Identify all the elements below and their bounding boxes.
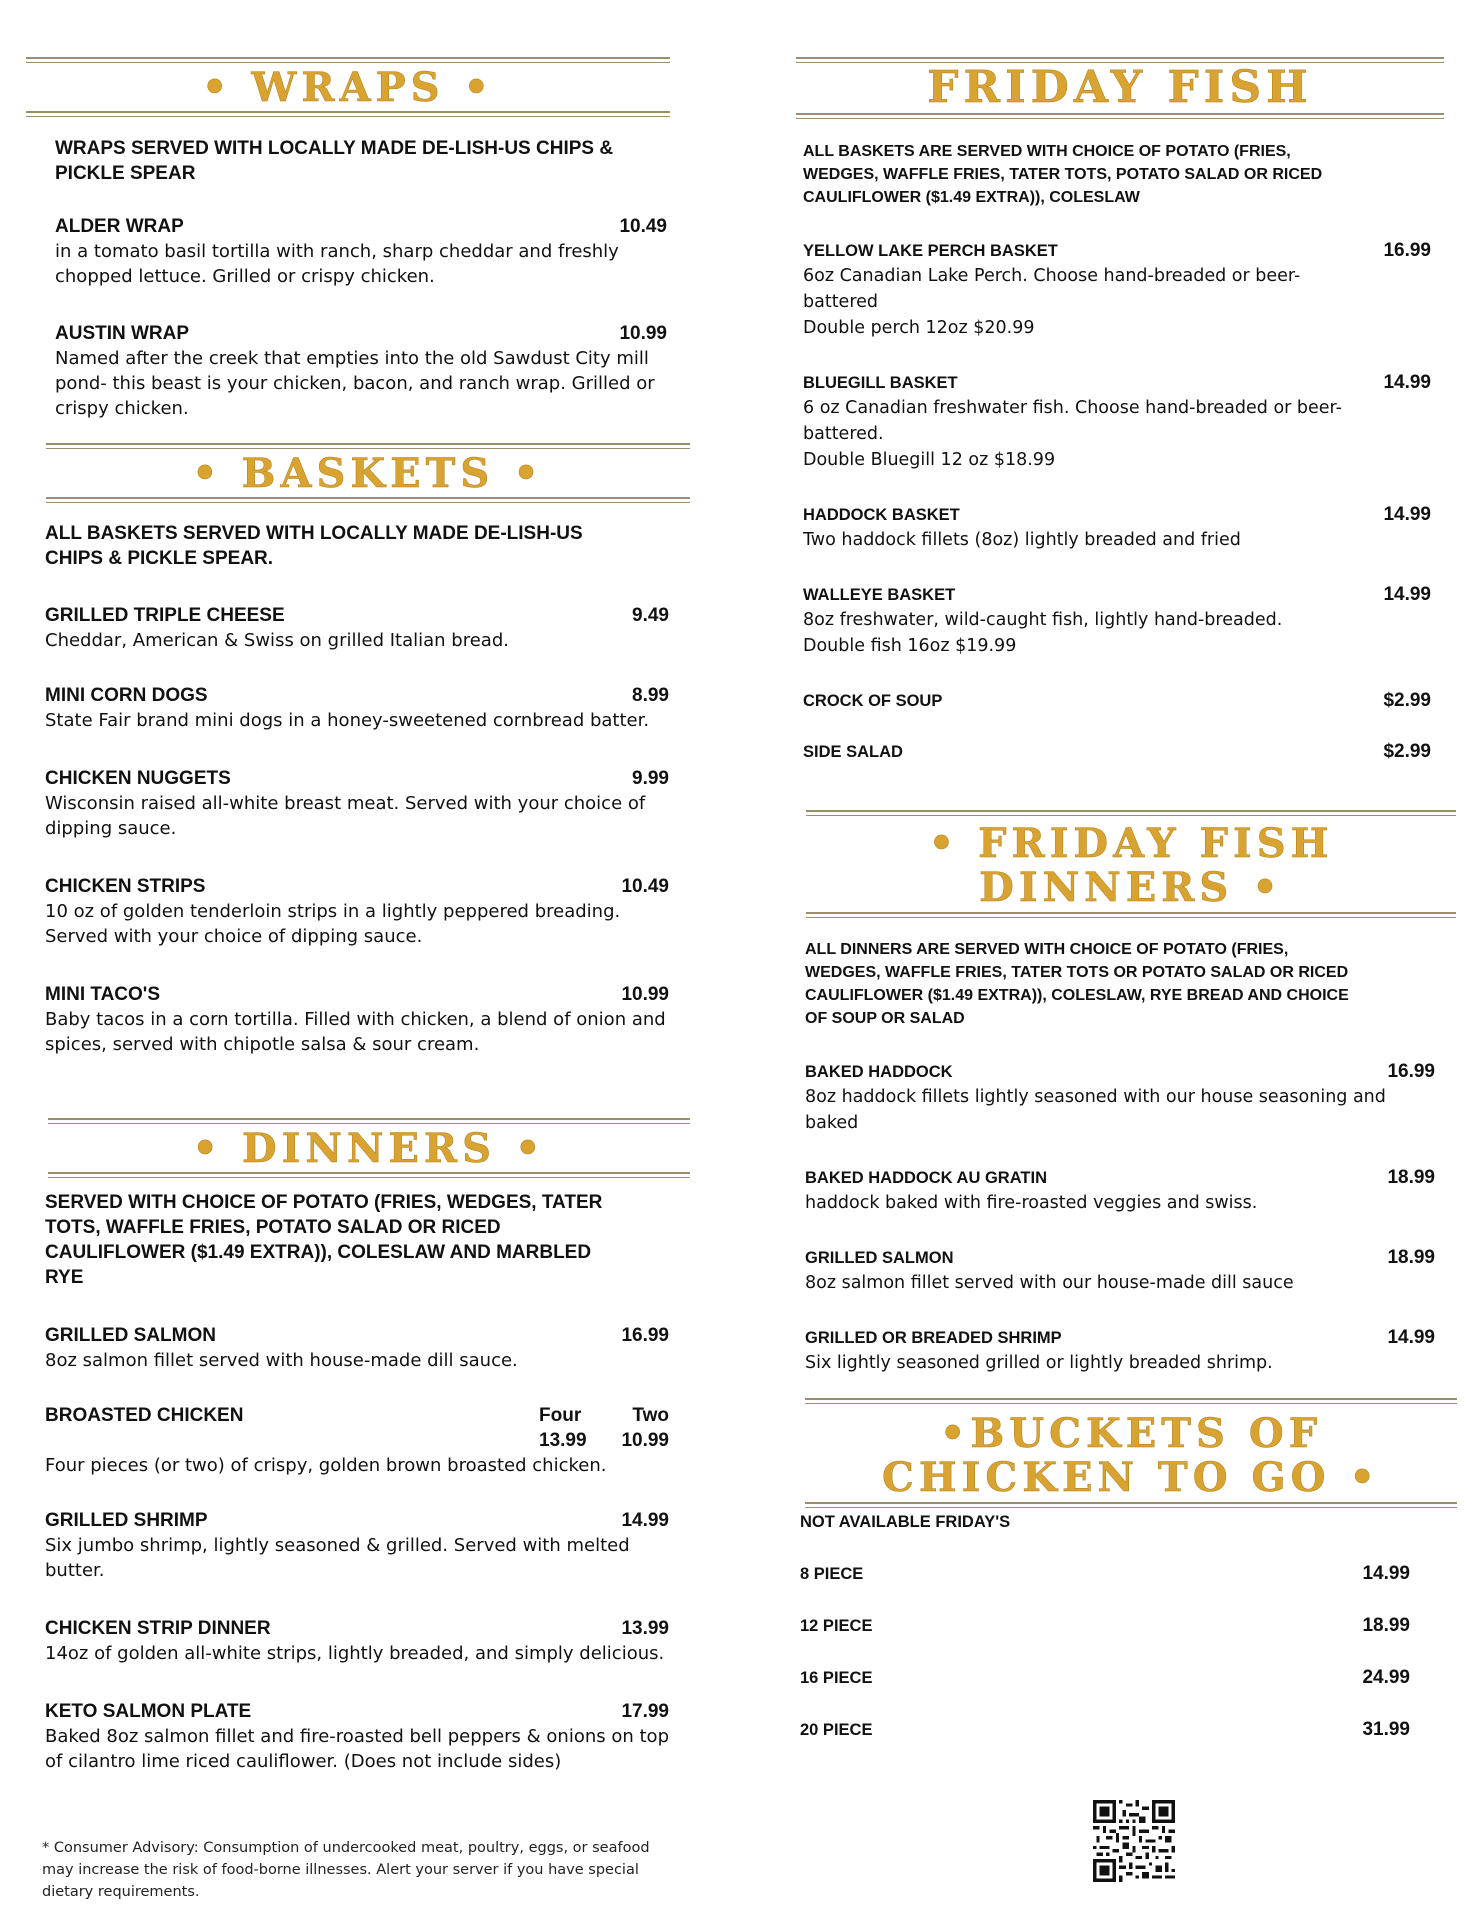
item-price: 10.99 xyxy=(621,984,669,1005)
divider xyxy=(48,1172,690,1178)
item-price: 10.99 xyxy=(619,323,667,344)
section-title: FRIDAY FISH xyxy=(927,62,1313,113)
fish-dinners-body xyxy=(805,938,1435,1376)
item-description: Wisconsin raised all-white breast meat. Served with your choice of dipping sauce. xyxy=(45,793,646,839)
item-name: GRILLED SALMON xyxy=(45,1325,216,1346)
item-price: 31.99 xyxy=(1362,1719,1410,1740)
friday-fish-intro: ALL BASKETS ARE SERVED WITH CHOICE OF POTATO (FRIES, WEDGES, WAFFLE FRIES, TATER TOTS, POTATO SALAD OR RICED CAULIFLOWER ($1.49 EXTRA)), COLESLAW xyxy=(803,143,1323,206)
item-extra: Double Bluegill 12 oz $18.99 xyxy=(803,450,1056,470)
bucket-row xyxy=(800,1614,1410,1666)
item-name: SIDE SALAD xyxy=(803,743,903,761)
section-title: • DINNERS • xyxy=(192,1125,546,1172)
qr-code-icon[interactable] xyxy=(1093,1800,1175,1882)
item-name: CROCK OF SOUP xyxy=(803,692,943,710)
item-price: 14.99 xyxy=(1383,372,1431,393)
menu-item xyxy=(45,1616,669,1666)
menu-item xyxy=(45,1403,669,1478)
wraps-section xyxy=(26,57,670,117)
section-title: • WRAPS • xyxy=(201,64,495,111)
item-price: 8.99 xyxy=(632,685,669,706)
item-name: GRILLED SHRIMP xyxy=(45,1510,208,1531)
item-description: 6oz Canadian Lake Perch. Choose hand-breaded or beer-battered xyxy=(803,266,1301,312)
item-name: KETO SALMON PLATE xyxy=(45,1701,252,1722)
item-name: BLUEGILL BASKET xyxy=(803,374,958,392)
item-description: Baby tacos in a corn tortilla. Filled with chicken, a blend of onion and spices, served with chipotle salsa & sour cream. xyxy=(45,1009,666,1055)
menu-item xyxy=(45,1323,669,1373)
menu-item xyxy=(803,503,1431,553)
menu-item xyxy=(805,1166,1435,1216)
item-description: 10 oz of golden tenderloin strips in a lightly peppered breading. Served with your choice of dipping sauce. xyxy=(45,901,621,947)
item-price: 14.99 xyxy=(1362,1563,1410,1584)
item-description: Four pieces (or two) of crispy, golden brown broasted chicken. xyxy=(45,1455,607,1476)
item-name: MINI TACO'S xyxy=(45,984,160,1005)
item-price: 14.99 xyxy=(1383,504,1431,525)
consumer-advisory: * Consumer Advisory: Consumption of undercooked meat, poultry, eggs, or seafood may increase the risk of food-borne illnesses. Alert your server if you have special dietary requirements. xyxy=(42,1840,650,1900)
item-description: 8oz haddock fillets lightly seasoned with our house seasoning and baked xyxy=(805,1087,1386,1133)
item-name: GRILLED SALMON xyxy=(805,1249,954,1267)
item-price: $2.99 xyxy=(1383,741,1431,762)
item-name: MINI CORN DOGS xyxy=(45,685,208,706)
item-name: YELLOW LAKE PERCH BASKET xyxy=(803,242,1058,260)
item-name: HADDOCK BASKET xyxy=(803,506,960,524)
item-description: Named after the creek that empties into the old Sawdust City mill pond- this beast is your chicken, bacon, and ranch wrap. Grilled or crispy chicken. xyxy=(55,348,655,419)
baskets-intro: ALL BASKETS SERVED WITH LOCALLY MADE DE-LISH-US CHIPS & PICKLE SPEAR. xyxy=(45,523,583,569)
wraps-intro: WRAPS SERVED WITH LOCALLY MADE DE-LISH-US CHIPS & PICKLE SPEAR xyxy=(55,138,614,184)
buckets-body xyxy=(800,1510,1410,1770)
item-price: 16.99 xyxy=(621,1325,669,1346)
item-price: 16.99 xyxy=(1383,240,1431,261)
option-label: Four xyxy=(539,1405,582,1426)
menu-item xyxy=(45,982,669,1057)
menu-item xyxy=(45,874,669,949)
item-name: WALLEYE BASKET xyxy=(803,586,956,604)
bucket-row xyxy=(800,1718,1410,1770)
section-title: • BASKETS • xyxy=(192,450,544,497)
item-price: 14.99 xyxy=(1383,584,1431,605)
price-options xyxy=(539,1403,669,1453)
menu-item xyxy=(803,740,1431,764)
item-price: 13.99 xyxy=(539,1430,587,1451)
friday-fish-body xyxy=(803,140,1431,764)
baskets-body xyxy=(45,521,669,1057)
divider xyxy=(26,111,670,117)
item-description: Six jumbo shrimp, lightly seasoned & grilled. Served with melted butter. xyxy=(45,1535,630,1581)
item-price: 14.99 xyxy=(1387,1327,1435,1348)
buckets-note: NOT AVAILABLE FRIDAY'S xyxy=(800,1513,1011,1531)
item-name: ALDER WRAP xyxy=(55,216,184,237)
dinners-section xyxy=(48,1118,690,1178)
item-description: Two haddock fillets (8oz) lightly breaded and fried xyxy=(803,530,1241,550)
fish-dinners-section xyxy=(806,810,1456,918)
item-price: 18.99 xyxy=(1362,1615,1410,1636)
item-price: 17.99 xyxy=(621,1701,669,1722)
item-description: Cheddar, American & Swiss on grilled Italian bread. xyxy=(45,630,509,651)
item-name: 12 PIECE xyxy=(800,1617,873,1635)
item-name: GRILLED OR BREADED SHRIMP xyxy=(805,1329,1062,1347)
item-description: in a tomato basil tortilla with ranch, sharp cheddar and freshly chopped lettuce. Grilled or crispy chicken. xyxy=(55,241,619,287)
item-name: BAKED HADDOCK AU GRATIN xyxy=(805,1169,1047,1187)
divider xyxy=(46,497,690,503)
dinners-body xyxy=(45,1190,669,1774)
item-name: CHICKEN NUGGETS xyxy=(45,768,231,789)
item-price: 14.99 xyxy=(621,1510,669,1531)
menu-item xyxy=(55,321,667,421)
item-price: 10.49 xyxy=(619,216,667,237)
menu-item xyxy=(803,239,1431,341)
menu-item xyxy=(45,683,669,733)
menu-item xyxy=(805,1246,1435,1296)
item-description: 8oz freshwater, wild-caught fish, lightly hand-breaded. xyxy=(803,610,1283,630)
divider xyxy=(806,912,1456,918)
wraps-body xyxy=(55,136,667,421)
item-description: Baked 8oz salmon fillet and fire-roasted bell peppers & onions on top of cilantro lime riced cauliflower. (Does not include sides) xyxy=(45,1726,669,1772)
item-name: BROASTED CHICKEN xyxy=(45,1405,244,1426)
item-price: 24.99 xyxy=(1362,1667,1410,1688)
menu-item xyxy=(45,1508,669,1583)
menu-item xyxy=(805,1060,1435,1136)
item-name: BAKED HADDOCK xyxy=(805,1063,953,1081)
item-price: 16.99 xyxy=(1387,1061,1435,1082)
buckets-section xyxy=(805,1398,1457,1508)
item-price: 18.99 xyxy=(1387,1247,1435,1268)
option-label: Two xyxy=(632,1405,669,1426)
item-description: Six lightly seasoned grilled or lightly breaded shrimp. xyxy=(805,1353,1273,1373)
friday-fish-section xyxy=(796,57,1444,119)
item-name: 8 PIECE xyxy=(800,1565,864,1583)
item-price: 18.99 xyxy=(1387,1167,1435,1188)
item-description: 14oz of golden all-white strips, lightly breaded, and simply delicious. xyxy=(45,1643,665,1664)
item-name: AUSTIN WRAP xyxy=(55,323,190,344)
item-name: 20 PIECE xyxy=(800,1721,873,1739)
item-price: 13.99 xyxy=(621,1618,669,1639)
item-extra: Double fish 16oz $19.99 xyxy=(803,636,1017,656)
section-title: • FRIDAY FISH DINNERS • xyxy=(928,820,1334,911)
item-price: 10.49 xyxy=(621,876,669,897)
menu-item xyxy=(45,766,669,841)
item-price: $2.99 xyxy=(1383,690,1431,711)
baskets-section xyxy=(46,443,690,503)
section-title: •BUCKETS OF CHICKEN TO GO • xyxy=(882,1410,1380,1501)
item-description: 6 oz Canadian freshwater fish. Choose hand-breaded or beer-battered. xyxy=(803,398,1342,444)
item-price: 9.49 xyxy=(632,605,669,626)
item-description: haddock baked with fire-roasted veggies and swiss. xyxy=(805,1193,1258,1213)
divider xyxy=(805,1502,1457,1508)
menu-item xyxy=(803,689,1431,713)
item-price: 9.99 xyxy=(632,768,669,789)
menu-item xyxy=(805,1326,1435,1376)
divider xyxy=(796,113,1444,119)
item-name: 16 PIECE xyxy=(800,1669,873,1687)
menu-item xyxy=(45,1699,669,1774)
item-price: 10.99 xyxy=(621,1430,669,1451)
fish-dinners-intro: ALL DINNERS ARE SERVED WITH CHOICE OF POTATO (FRIES, WEDGES, WAFFLE FRIES, TATER TOTS OR POTATO SALAD OR RICED CAULIFLOWER ($1.49 EXTRA)), COLESLAW, RYE BREAD AND CHOICE OF SOUP OR SALAD xyxy=(805,941,1349,1027)
dinners-intro: SERVED WITH CHOICE OF POTATO (FRIES, WEDGES, TATER TOTS, WAFFLE FRIES, POTATO SALAD OR RICED CAULIFLOWER ($1.49 EXTRA)), COLESLAW AND MARBLED RYE xyxy=(45,1192,603,1288)
bucket-row xyxy=(800,1562,1410,1614)
item-description: State Fair brand mini dogs in a honey-sweetened cornbread batter. xyxy=(45,710,650,731)
bucket-row xyxy=(800,1666,1410,1718)
menu-item xyxy=(803,583,1431,659)
item-extra: Double perch 12oz $20.99 xyxy=(803,318,1035,338)
menu-item xyxy=(45,603,669,653)
item-description: 8oz salmon fillet served with house-made dill sauce. xyxy=(45,1350,518,1371)
item-name: CHICKEN STRIPS xyxy=(45,876,206,897)
item-description: 8oz salmon fillet served with our house-made dill sauce xyxy=(805,1273,1294,1293)
item-name: CHICKEN STRIP DINNER xyxy=(45,1618,271,1639)
menu-item xyxy=(55,214,667,289)
item-name: GRILLED TRIPLE CHEESE xyxy=(45,605,285,626)
menu-item xyxy=(803,371,1431,473)
